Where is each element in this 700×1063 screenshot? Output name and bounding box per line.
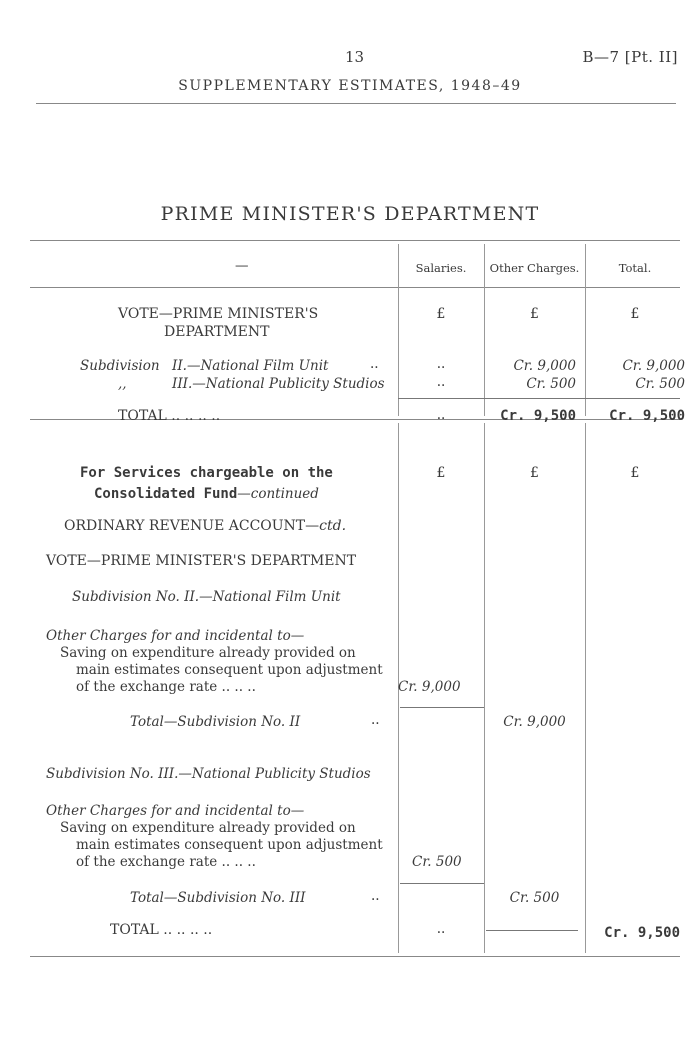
subdivision-total-value: Cr. 9,000: [503, 714, 566, 730]
services-heading: For Services chargeable on the: [80, 465, 333, 481]
currency-symbol: £: [630, 306, 640, 322]
detail-total-amount: Cr. 9,500: [604, 925, 680, 941]
charge-description: main estimates consequent upon adjustment: [76, 837, 383, 853]
summary-row-leader: ..: [370, 356, 379, 372]
subdivision-total-label: Total—Subdivision No. III: [130, 890, 306, 906]
subtotal-rule: [400, 707, 484, 708]
summary-total-salaries: ..: [436, 407, 446, 423]
page-number: 13: [345, 48, 365, 66]
subdivision-total-leader: ..: [371, 712, 380, 728]
subdivision-title: Subdivision No. III.—National Publicity Studios: [46, 766, 371, 782]
salaries-value: Cr. 500: [412, 854, 462, 870]
charge-description: main estimates consequent upon adjustment: [76, 662, 383, 678]
services-heading-2: [94, 483, 319, 502]
currency-symbol: £: [436, 306, 446, 322]
charges-heading: Other Charges for and incidental to—: [46, 803, 305, 819]
summary-row-other-charges: Cr. 9,000: [513, 358, 576, 374]
summary-row-other-charges: Cr. 500: [526, 376, 576, 392]
charge-description: Saving on expenditure already provided on: [60, 645, 356, 661]
subdivision-total-value: Cr. 500: [509, 890, 560, 906]
summary-row-total: Cr. 500: [635, 376, 685, 392]
subtotal-rule: [585, 398, 680, 399]
currency-symbol: £: [530, 306, 539, 322]
table-head-rule: [30, 287, 680, 288]
account-ctd: ctd.: [319, 518, 347, 534]
detail-total-value: [585, 922, 680, 941]
table-bottom-rule: [30, 956, 680, 957]
department-title: PRIME MINISTER'S DEPARTMENT: [160, 203, 540, 225]
summary-vote-title: VOTE—PRIME MINISTER'S: [118, 306, 319, 322]
subtotal-rule: [398, 398, 484, 399]
currency-symbol: £: [436, 465, 446, 481]
account-heading: [64, 518, 346, 534]
salaries-value: Cr. 9,000: [398, 679, 461, 695]
subdivision-total-label: Total—Subdivision No. II: [130, 714, 301, 730]
summary-total-other-charges: Cr. 9,500: [500, 408, 576, 424]
document-reference: B—7 [Pt. II]: [582, 48, 678, 66]
detail-total-salaries: ..: [436, 921, 446, 937]
summary-row-label: II.—National Film Unit: [172, 358, 329, 374]
summary-row-label: III.—National Publicity Studios: [172, 376, 385, 392]
account-name: ORDINARY REVENUE ACCOUNT—: [64, 518, 320, 534]
column-rule: [585, 423, 586, 953]
consolidated-fund-label: Consolidated Fund: [94, 486, 238, 502]
vote-heading: VOTE—PRIME MINISTER'S DEPARTMENT: [46, 553, 357, 569]
column-rule: [484, 423, 485, 953]
table-top-rule: [30, 240, 680, 241]
column-heading-other-charges: Other Charges.: [489, 261, 580, 275]
charges-heading: Other Charges for and incidental to—: [46, 628, 305, 644]
continued-label: —continued: [237, 486, 319, 502]
column-heading-total: Total.: [618, 261, 652, 275]
column-heading-description: —: [235, 258, 249, 274]
summary-row-prefix: ,,: [118, 376, 127, 392]
summary-total-label: TOTAL .. .. .. ..: [118, 408, 221, 424]
summary-row-prefix: Subdivision: [80, 358, 160, 374]
summary-row-salaries: ..: [436, 356, 446, 372]
subdivision-title: Subdivision No. II.—National Film Unit: [72, 589, 341, 605]
charge-description: Saving on expenditure already provided on: [60, 820, 356, 836]
currency-symbol: £: [630, 465, 640, 481]
summary-total-total: Cr. 9,500: [609, 408, 685, 424]
summary-row-salaries: ..: [436, 374, 446, 390]
subtotal-rule: [400, 883, 484, 884]
subdivision-total-leader: ..: [371, 888, 380, 904]
header-rule: [36, 103, 676, 104]
subtotal-rule: [484, 398, 585, 399]
running-head: SUPPLEMENTARY ESTIMATES, 1948–49: [178, 78, 522, 94]
summary-row-total: Cr. 9,000: [622, 358, 685, 374]
currency-symbol: £: [530, 465, 539, 481]
charge-description: of the exchange rate .. .. ..: [76, 854, 256, 870]
column-heading-salaries: Salaries.: [415, 261, 467, 275]
charge-description: of the exchange rate .. .. ..: [76, 679, 256, 695]
detail-total-label: TOTAL .. .. .. ..: [110, 922, 213, 938]
subtotal-rule: [486, 930, 578, 931]
summary-vote-title-2: DEPARTMENT: [164, 324, 270, 340]
